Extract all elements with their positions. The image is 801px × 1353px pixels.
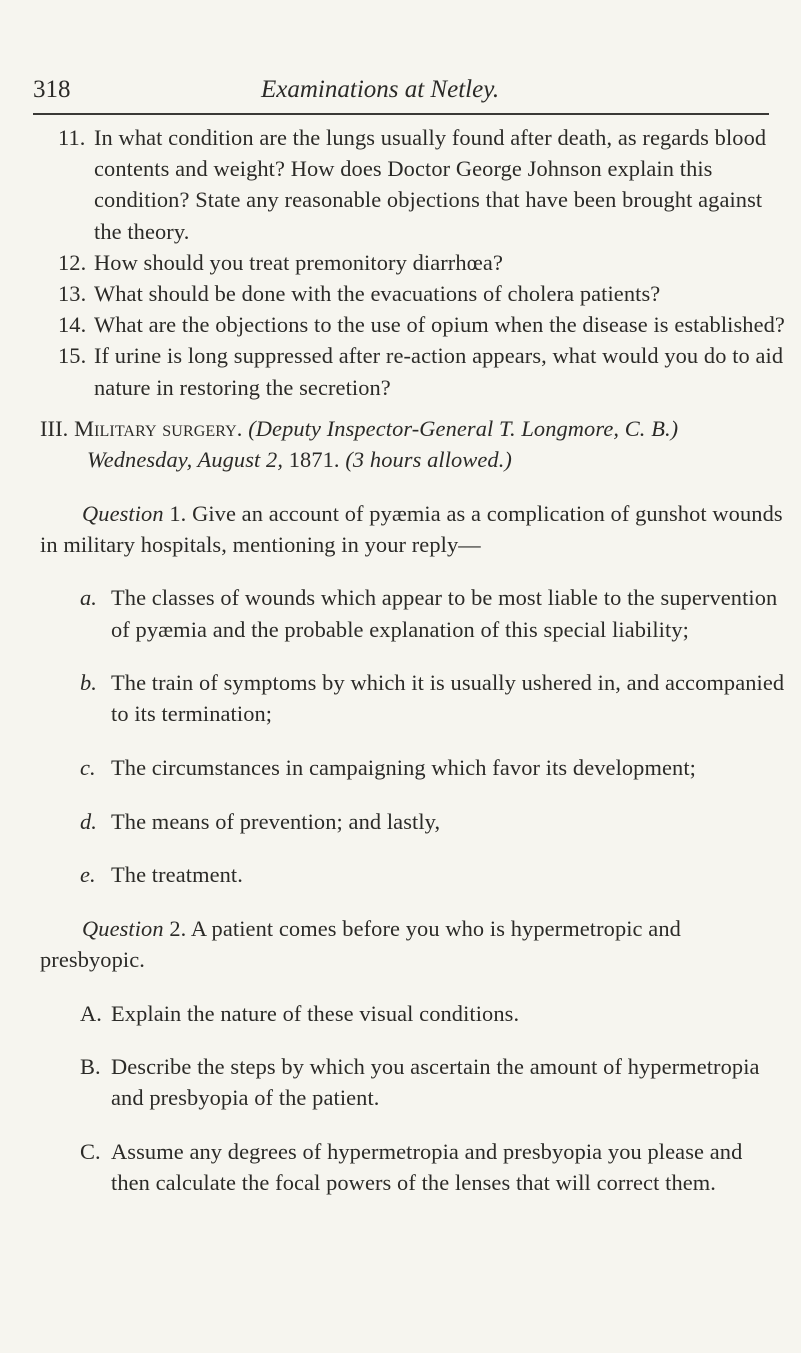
question-part <box>58 806 786 837</box>
part-text: The treatment. <box>111 862 243 888</box>
question-number: 11. <box>58 125 86 150</box>
question-item <box>58 278 786 309</box>
question-number: 14. <box>58 312 87 338</box>
question-number: 2. <box>169 915 187 941</box>
section-hours: (3 hours allowed.) <box>345 447 512 473</box>
part-text: The circumstances in campaigning which favor its development; <box>111 755 696 781</box>
page-body <box>40 122 786 1221</box>
part-text: Explain the nature of these visual conditions. <box>111 1000 520 1026</box>
question-part <box>58 752 786 783</box>
question-part <box>58 998 786 1029</box>
part-text: The train of symptoms by which it is usually ushered in, and accompanied to its termination; <box>111 670 785 727</box>
question-1-intro <box>40 498 786 560</box>
part-label: a. <box>80 585 97 611</box>
question-number: 1. <box>169 500 187 526</box>
part-label: B. <box>80 1054 101 1080</box>
question-part <box>58 1051 786 1113</box>
question-text: A patient comes before you who is hypermetropic and presbyopic. <box>40 915 681 972</box>
part-text: The classes of wounds which appear to be most liable to the supervention of pyæmia and the probable explanation of this special liability; <box>111 585 778 642</box>
question-text: If urine is long suppressed after re-action appears, what would you do to aid nature in restoring the secretion? <box>94 343 784 400</box>
header-rule <box>33 113 769 115</box>
part-label: e. <box>80 862 96 888</box>
running-title: Examinations at Netley. <box>261 76 500 103</box>
question-item <box>58 309 786 340</box>
question-label: Question <box>82 915 164 941</box>
question-label: Question <box>82 500 164 526</box>
part-text: The means of prevention; and lastly, <box>111 808 441 834</box>
page-number: 318 <box>33 76 71 103</box>
question-text: Give an account of pyæmia as a complication of gunshot wounds in military hospitals, mentioning in your reply— <box>40 500 783 557</box>
part-text: Assume any degrees of hypermetropia and presbyopia you please and then calculate the focal powers of the lenses that will correct them. <box>111 1138 743 1196</box>
section-heading <box>40 413 786 475</box>
section-year: 1871. <box>288 447 340 473</box>
question-number: 13. <box>58 281 87 307</box>
question-text: What should be done with the evacuations of cholera patients? <box>94 281 661 307</box>
part-label: C. <box>80 1138 101 1164</box>
part-label: b. <box>80 670 97 696</box>
question-number: 12. <box>58 249 87 275</box>
question-text: What are the objections to the use of opium when the disease is established? <box>94 312 785 338</box>
question-item <box>58 247 786 278</box>
part-label: A. <box>80 1000 102 1026</box>
question-part <box>58 1136 786 1198</box>
section-title: Military surgery. <box>74 415 243 441</box>
question-item <box>58 340 786 402</box>
page-header <box>33 76 769 110</box>
section-examiner: (Deputy Inspector-General T. Longmore, C. B.) <box>248 415 679 441</box>
part-text: Describe the steps by which you ascertain the amount of hypermetropia and presbyopia of the patient. <box>111 1054 760 1111</box>
part-label: c. <box>80 755 96 781</box>
question-number: 15. <box>58 343 87 369</box>
question-part <box>58 667 786 729</box>
question-part <box>58 582 786 644</box>
part-label: d. <box>80 808 97 834</box>
section-date: Wednesday, August 2, <box>87 447 284 473</box>
section-numeral: III. <box>40 415 69 441</box>
question-text: In what condition are the lungs usually found after death, as regards blood contents and weight? How does Doctor George Johnson explain this condition? State any reasonable objections that have been brought against the theory. <box>94 125 767 244</box>
question-part <box>58 859 786 890</box>
question-text: How should you treat premonitory diarrhœa? <box>94 249 503 275</box>
question-2-intro <box>40 913 786 975</box>
question-item <box>58 122 786 247</box>
